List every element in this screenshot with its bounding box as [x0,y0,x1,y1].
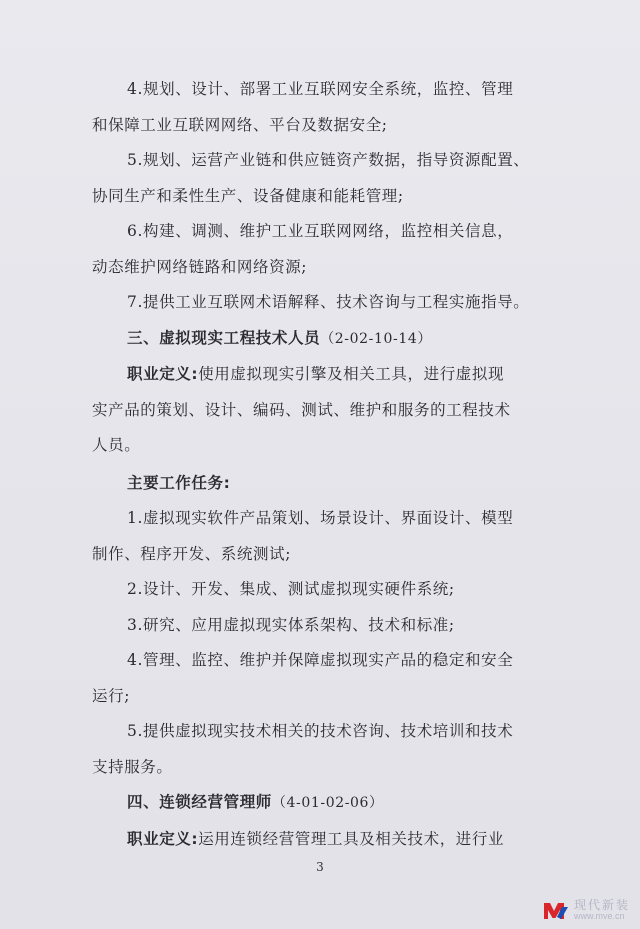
text-line: 协同生产和柔性生产、设备健康和能耗管理; [92,186,404,205]
document-body [92,72,562,857]
section-3-heading [92,321,562,358]
task-item: 4.管理、监控、维护并保障虚拟现实产品的稳定和安全 [127,651,514,669]
task-item: 5.提供虚拟现实技术相关的技术咨询、技术培训和技术 [127,722,514,740]
section-4-definition [92,822,562,858]
watermark [542,899,630,921]
text-line: 6.构建、调测、维护工业互联网网络，监控相关信息， [127,222,514,240]
task-item: 2.设计、开发、集成、测试虚拟现实硬件系统; [127,580,455,598]
section-3-title: 三、虚拟现实工程技术人员 [127,328,321,347]
page-number: 3 [316,860,324,874]
text-line: 人员。 [92,436,141,454]
text-line: 实产品的策划、设计、编码、测试、维护和服务的工程技术 [92,400,511,419]
watermark-url: www.mve.cn [573,910,625,921]
task-item-cont: 支持服务。 [92,757,173,776]
section-4-title: 四、连锁经营管理师 [127,793,272,811]
task-item-cont: 制作、程序开发、系统测试; [92,544,292,563]
watermark-brand: 现代新装 [573,897,630,912]
tasks-label: 主要工作任务: [127,473,231,492]
section-3-code: （2-02-10-14） [320,330,432,347]
definition-text: 运用连锁经营管理工具及相关技术，进行业 [198,829,505,848]
watermark-text [574,899,630,921]
brand-logo-icon [542,899,570,921]
task-item: 3.研究、应用虚拟现实体系架构、技术和标准; [127,615,455,634]
section-4-code: （4-01-02-06） [271,795,384,811]
tasks-label-line [92,466,562,502]
section-4-heading [92,785,562,822]
task-item-cont: 运行; [92,686,131,705]
text-line: 动态维护网络链路和网络资源; [92,257,308,276]
definition-text: 使用虚拟现实引擎及相关工具，进行虚拟现 [198,365,505,383]
text-line: 5.规划、运营产业链和供应链资产数据，指导资源配置、 [127,151,530,169]
definition-label: 职业定义: [127,365,199,383]
task-item: 1.虚拟现实软件产品策划、场景设计、界面设计、模型 [127,509,514,527]
section-3-definition [92,357,562,393]
definition-label: 职业定义: [127,829,199,848]
text-line: 7.提供工业互联网术语解释、技术咨询与工程实施指导。 [127,293,530,311]
text-line: 4.规划、设计、部署工业互联网安全系统，监控、管理 [127,80,514,98]
text-line: 和保障工业互联网网络、平台及数据安全; [92,115,388,134]
